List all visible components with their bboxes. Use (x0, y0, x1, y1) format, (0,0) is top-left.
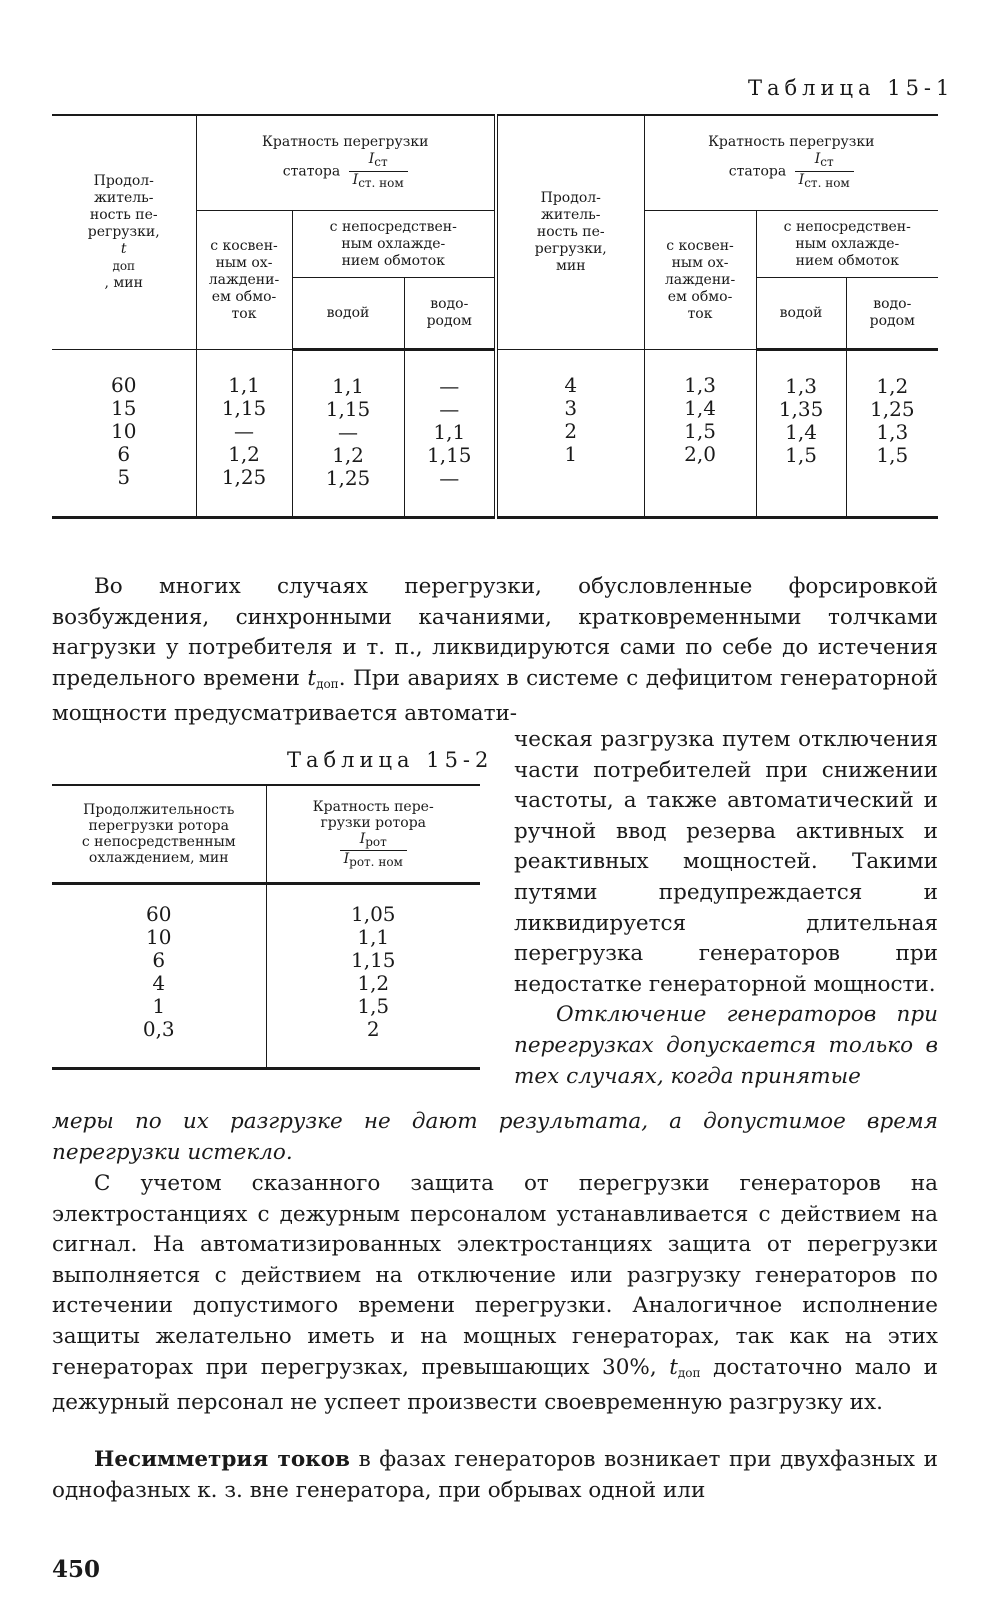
paragraph-3: С учетом сказанного защита от перегрузки генераторов на электростанциях с дежурным персоналом устанавливается с действием на сигнал. На автоматизированных электростанциях защита от перегрузки выполняется с действием на отключение или разгрузку генераторов по истечении допустимого времени перегрузки. Аналогичное исполнение защиты желательно иметь и на мощных генераторах, так как на этих генераторах при перегрузках, превышающих 30%, $t_{доп}$ достаточно мало и дежурный персонал не успеет произвести своевременную разгрузку их. (52, 1171, 938, 1416)
col-indirect-left: с косвен- ным ох- лаждени- ем обмо- ток (196, 211, 292, 350)
water-left-cell: 1,1 1,15 — 1,2 1,25 (292, 350, 404, 518)
rotor-ratio-fraction: $\frac{\text{Iрот}}{\text{Iрот. ном}}$ (340, 831, 407, 870)
col-water-right: водой (756, 278, 846, 350)
col-hydrogen-left: водо- родом (404, 278, 496, 350)
col-water-left: водой (292, 278, 404, 350)
group-header-right: Кратность перегрузки статора $\frac{\text{Iст}}{\text{Iст. ном}}$ (644, 115, 938, 211)
col-hydrogen-right: водо- родом (846, 278, 938, 350)
col-duration-right: Продол- житель- ность пе- регрузки, мин (496, 115, 644, 350)
ratio-fraction: $\frac{\text{Iст}}{\text{Iст. ном}}$ (349, 151, 408, 192)
col-indirect-right: с косвен- ным ох- лаждени- ем обмо- ток (644, 211, 756, 350)
table1-caption: Таблица 15-1 (748, 76, 955, 100)
col-direct-right: с непосредствен- ным охлажде- нием обмоток (756, 211, 938, 278)
page-number: 450 (52, 1556, 101, 1583)
duration-right-cell: 4 3 2 1 (496, 350, 644, 518)
table2-caption: Таблица 15-2 (287, 748, 494, 772)
duration-left-cell: 60 15 10 6 5 (111, 373, 137, 489)
col-rotor-duration: Продолжительность перегрузки ротора с непосредственным охлаждением, мин (52, 785, 266, 884)
water-right-cell: 1,3 1,35 1,4 1,5 (756, 350, 846, 518)
col-rotor-ratio: Кратность пере- грузки ротора $\frac{\text{Iрот}}{\text{Iрот. ном}}$ (266, 785, 480, 884)
table-body-row (52, 884, 480, 1069)
indirect-right-cell: 1,3 1,4 1,5 2,0 (644, 350, 756, 518)
rotor-duration-cell: 60 10 6 4 1 0,3 (142, 902, 175, 1041)
table-15-1 (52, 114, 938, 519)
hydrogen-right-cell: 1,2 1,25 1,3 1,5 (846, 350, 938, 518)
side-paragraph: ческая разгрузка путем отключения части потребителей при снижении частоты, а также автоматический и ручной ввод резерва активных и реактивных мощностей. Такими путями предупреждается и ликвидируется длительная перегрузка генераторов при недостатке генераторной мощности. Отключение генераторов при перегрузках допускается только в тех случаях, когда принятые (514, 727, 938, 1089)
col-duration-left: Продол- житель- ность пе- регрузки, t доп , мин (52, 115, 196, 350)
paragraph-4: Несимметрия токов в фазах генераторов возникает при двухфазных и однофазных к. з. вне генератора, при обрывах одной или (52, 1447, 938, 1503)
ratio-fraction: $\frac{\text{Iст}}{\text{Iст. ном}}$ (795, 151, 854, 192)
table-15-2 (52, 784, 480, 1070)
italic-continuation: меры по их разгрузке не дают результата, а допустимое время перегрузки истекло. (52, 1109, 938, 1165)
group-header-left: Кратность перегрузки статора $\frac{\text{Iст}}{\text{Iст. ном}}$ (196, 115, 496, 211)
paragraph-1: Во многих случаях перегрузки, обусловленные форсировкой возбуждения, синхронными качаниями, кратковременными толчками нагрузки у потребителя и т. п., ликвидируются сами по себе до истечения предельного времени $t_{доп}$. При авариях в системе с дефицитом генераторной мощности предусматривается автомати- (52, 574, 938, 727)
hydrogen-left-cell: — — 1,1 1,15 — (404, 350, 496, 518)
table-body-row (52, 350, 938, 518)
col-direct-left: с непосредствен- ным охлажде- нием обмоток (292, 211, 496, 278)
indirect-left-cell: 1,1 1,15 — 1,2 1,25 (196, 350, 292, 518)
rotor-ratio-cell: 1,05 1,1 1,15 1,2 1,5 2 (266, 884, 480, 1069)
